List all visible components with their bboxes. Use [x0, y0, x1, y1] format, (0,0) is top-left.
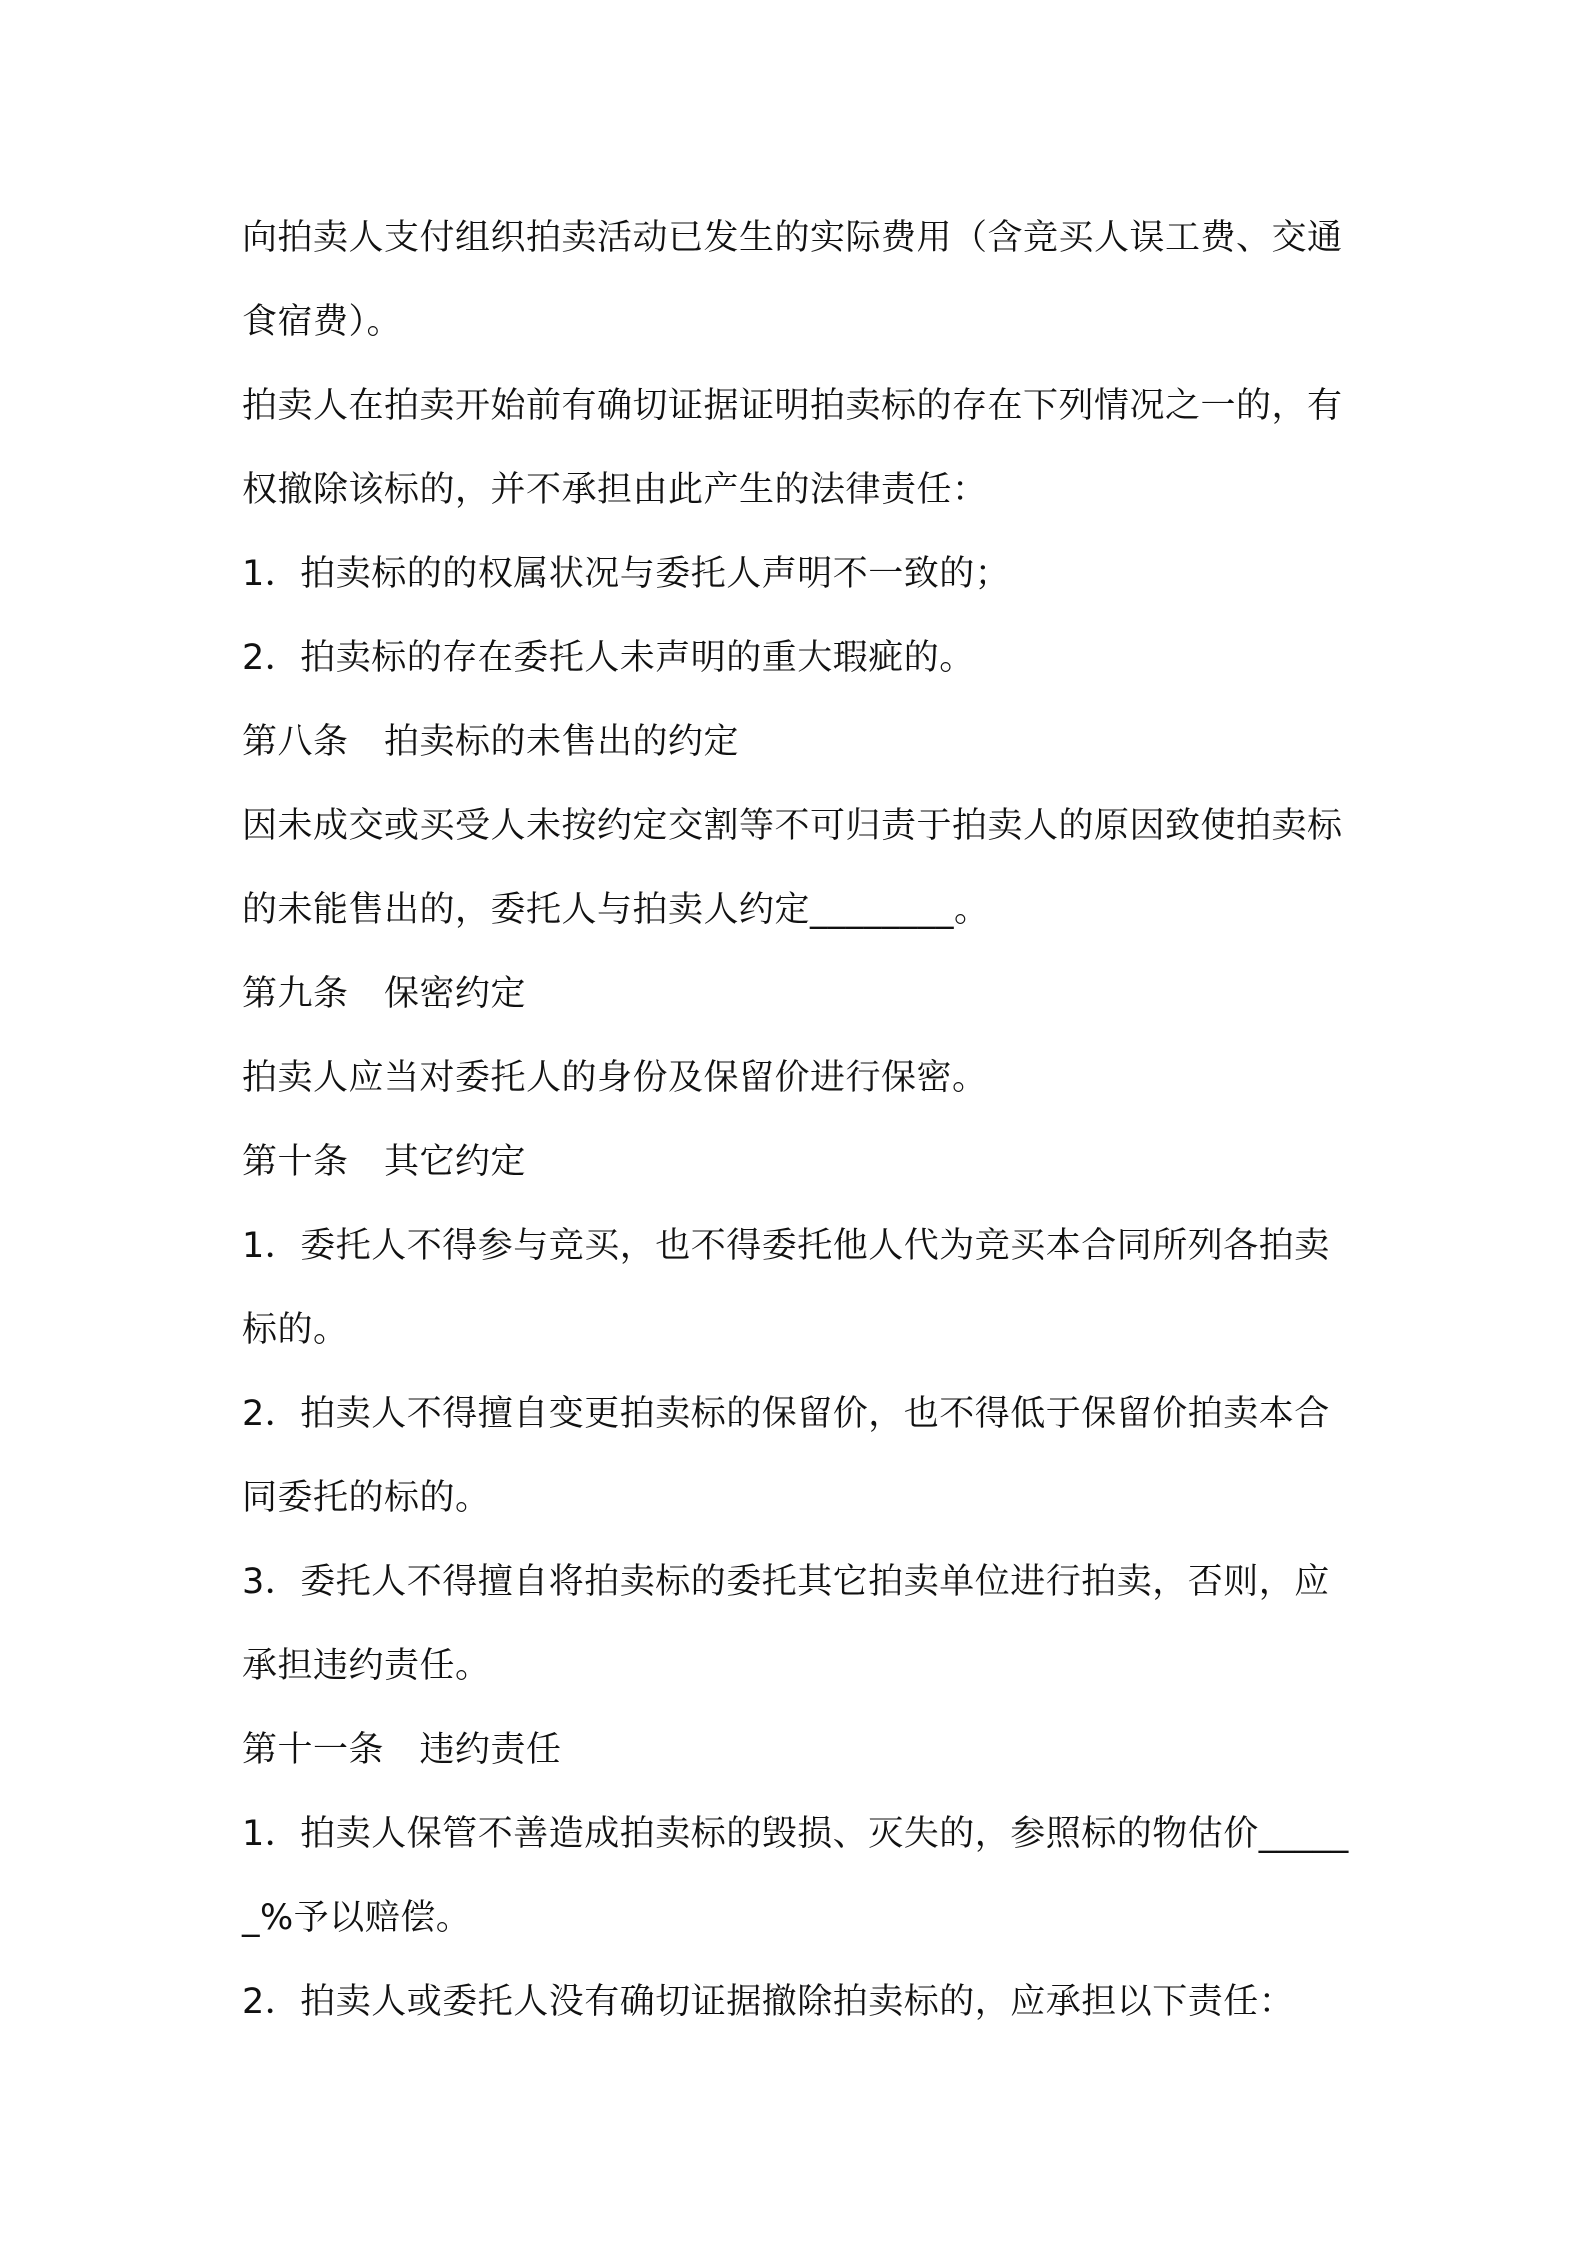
paragraph-withdrawal-right: 拍卖人在拍卖开始前有确切证据证明拍卖标的存在下列情况之一的，有权撤除该标的，并不承担由此产生的法律责任：: [242, 386, 1343, 510]
heading-article-8: 第八条 拍卖标的未售出的约定: [242, 722, 740, 762]
list-item-reserve-price: 2．拍卖人不得擅自变更拍卖标的保留价，也不得低于保留价拍卖本合同委托的标的。: [242, 1394, 1330, 1518]
list-item-damage-compensation: 1．拍卖人保管不善造成拍卖标的毁损、灭失的，参照标的物估价______%予以赔偿。: [242, 1814, 1349, 1938]
list-item-no-bidding: 1．委托人不得参与竞买，也不得委托他人代为竞买本合同所列各拍卖标的。: [242, 1226, 1330, 1350]
paragraph-expense-payment: 向拍卖人支付组织拍卖活动已发生的实际费用（含竞买人误工费、交通食宿费）。: [242, 218, 1343, 342]
paragraph-unsold-agreement: 因未成交或买受人未按约定交割等不可归责于拍卖人的原因致使拍卖标的未能售出的，委托人与拍卖人约定________。: [242, 806, 1343, 930]
heading-article-10: 第十条 其它约定: [242, 1142, 527, 1182]
list-item-withdrawal-liability: 2．拍卖人或委托人没有确切证据撤除拍卖标的，应承担以下责任：: [242, 1982, 1295, 2022]
heading-article-9: 第九条 保密约定: [242, 974, 527, 1014]
list-item-no-reassignment: 3．委托人不得擅自将拍卖标的委托其它拍卖单位进行拍卖，否则，应承担违约责任。: [242, 1562, 1330, 1686]
heading-article-11: 第十一条 违约责任: [242, 1730, 562, 1770]
paragraph-confidentiality: 拍卖人应当对委托人的身份及保留价进行保密。: [242, 1058, 988, 1098]
list-item-undeclared-defect: 2．拍卖标的存在委托人未声明的重大瑕疵的。: [242, 638, 975, 678]
document-body: [242, 196, 1364, 2044]
list-item-ownership-mismatch: 1．拍卖标的的权属状况与委托人声明不一致的；: [242, 554, 1011, 594]
